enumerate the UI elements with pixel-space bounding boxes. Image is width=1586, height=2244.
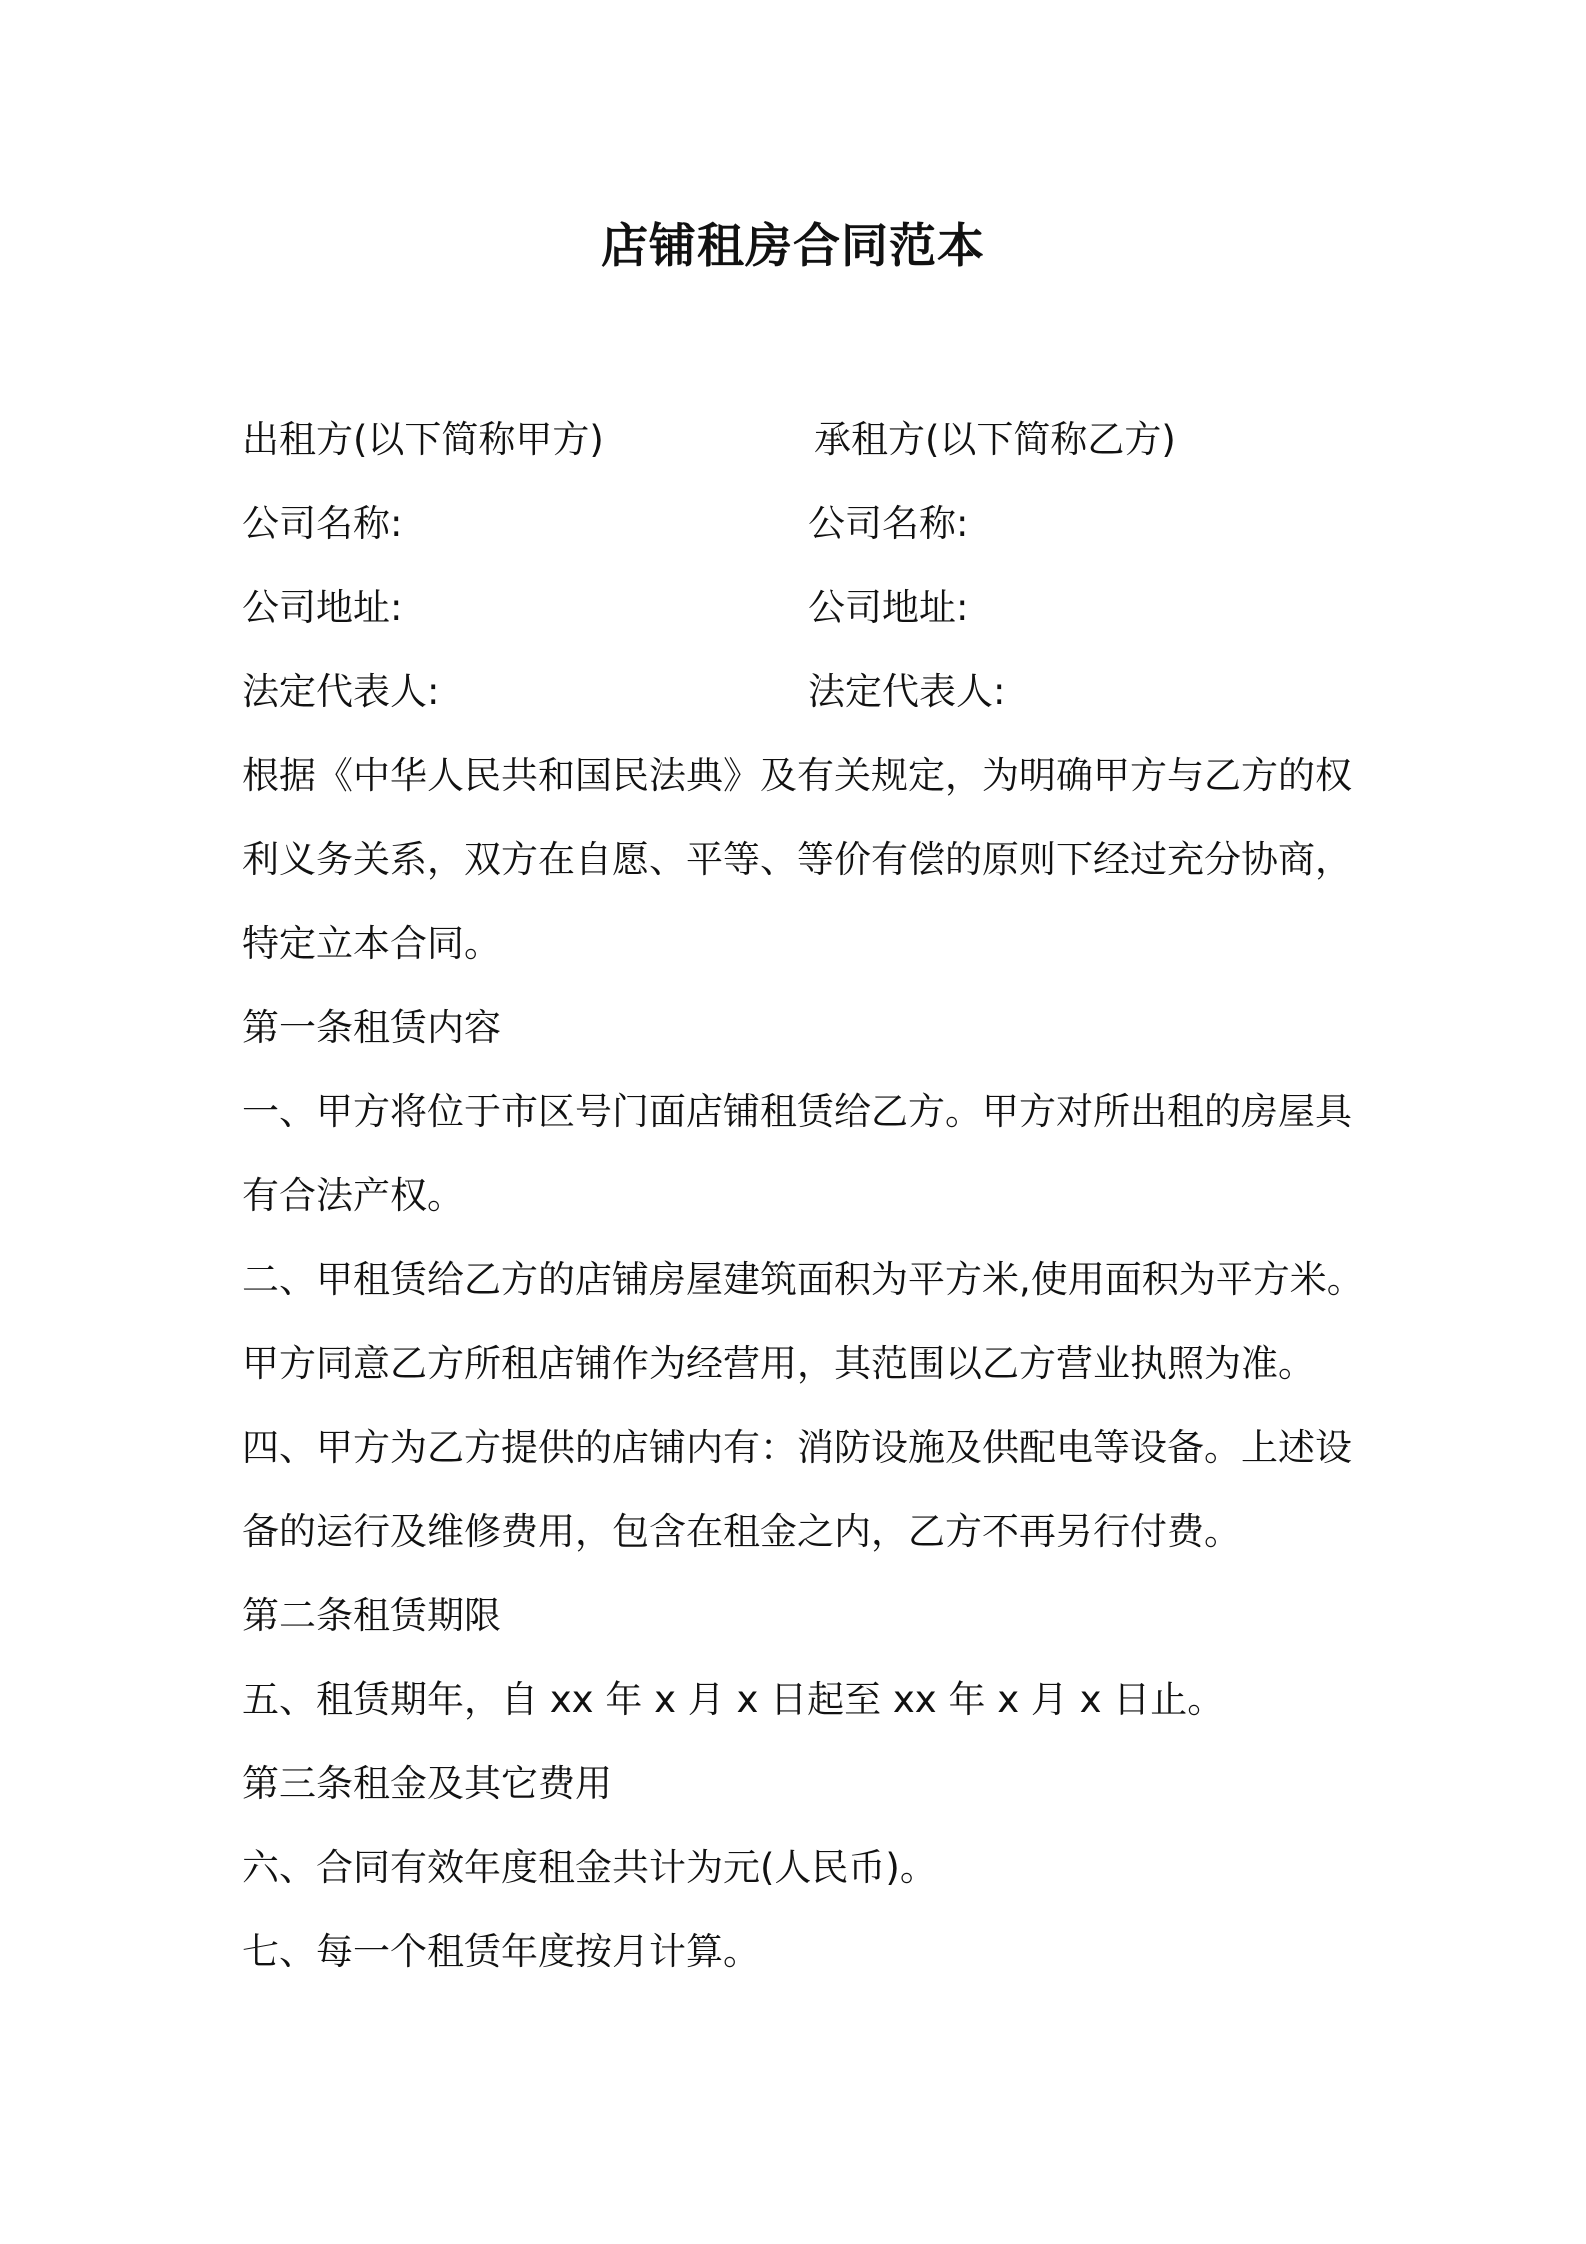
article-3-heading: 第三条租金及其它费用 xyxy=(242,1762,612,1805)
preamble-line-3: 特定立本合同。 xyxy=(242,922,501,965)
party-heading-row xyxy=(242,398,1360,482)
lessee-company-name-label: 公司名称: xyxy=(808,502,969,545)
clause-1-line-1: 一、甲方将位于市区号门面店铺租赁给乙方。甲方对所出租的房屋具 xyxy=(242,1090,1352,1133)
clause-4-line-2: 备的运行及维修费用，包含在租金之内，乙方不再另行付费。 xyxy=(242,1510,1241,1553)
lessor-company-name-label: 公司名称: xyxy=(242,502,403,545)
parties-block xyxy=(242,398,1360,734)
clause-2-line-1: 二、甲租赁给乙方的店铺房屋建筑面积为平方米,使用面积为平方米。 xyxy=(242,1258,1364,1301)
clause-5: 五、租赁期年，自 xx 年 x 月 x 日起至 xx 年 x 月 x 日止。 xyxy=(242,1678,1225,1721)
lessor-heading: 出租方(以下简称甲方) xyxy=(242,418,604,461)
preamble-line-1: 根据《中华人民共和国民法典》及有关规定，为明确甲方与乙方的权 xyxy=(242,754,1352,797)
lessee-heading: 承租方(以下简称乙方) xyxy=(814,418,1176,461)
article-2-heading: 第二条租赁期限 xyxy=(242,1594,501,1637)
lessor-legal-rep-label: 法定代表人: xyxy=(242,670,440,713)
company-address-row xyxy=(242,566,1360,650)
clause-6: 六、合同有效年度租金共计为元(人民币)。 xyxy=(242,1846,937,1889)
article-1-heading: 第一条租赁内容 xyxy=(242,1006,501,1049)
company-name-row xyxy=(242,482,1360,566)
clause-2-line-2: 甲方同意乙方所租店铺作为经营用，其范围以乙方营业执照为准。 xyxy=(242,1342,1315,1385)
lessee-legal-rep-label: 法定代表人: xyxy=(808,670,1006,713)
clause-4-line-1: 四、甲方为乙方提供的店铺内有：消防设施及供配电等设备。上述设 xyxy=(242,1426,1352,1469)
preamble-line-2: 利义务关系，双方在自愿、平等、等价有偿的原则下经过充分协商， xyxy=(242,838,1352,881)
lessee-company-address-label: 公司地址: xyxy=(808,586,969,629)
clause-7: 七、每一个租赁年度按月计算。 xyxy=(242,1930,760,1973)
document-title: 店铺租房合同范本 xyxy=(601,219,985,274)
lessor-company-address-label: 公司地址: xyxy=(242,586,403,629)
clause-1-line-2: 有合法产权。 xyxy=(242,1174,464,1217)
contract-body xyxy=(242,734,1364,1994)
legal-rep-row xyxy=(242,650,1360,734)
